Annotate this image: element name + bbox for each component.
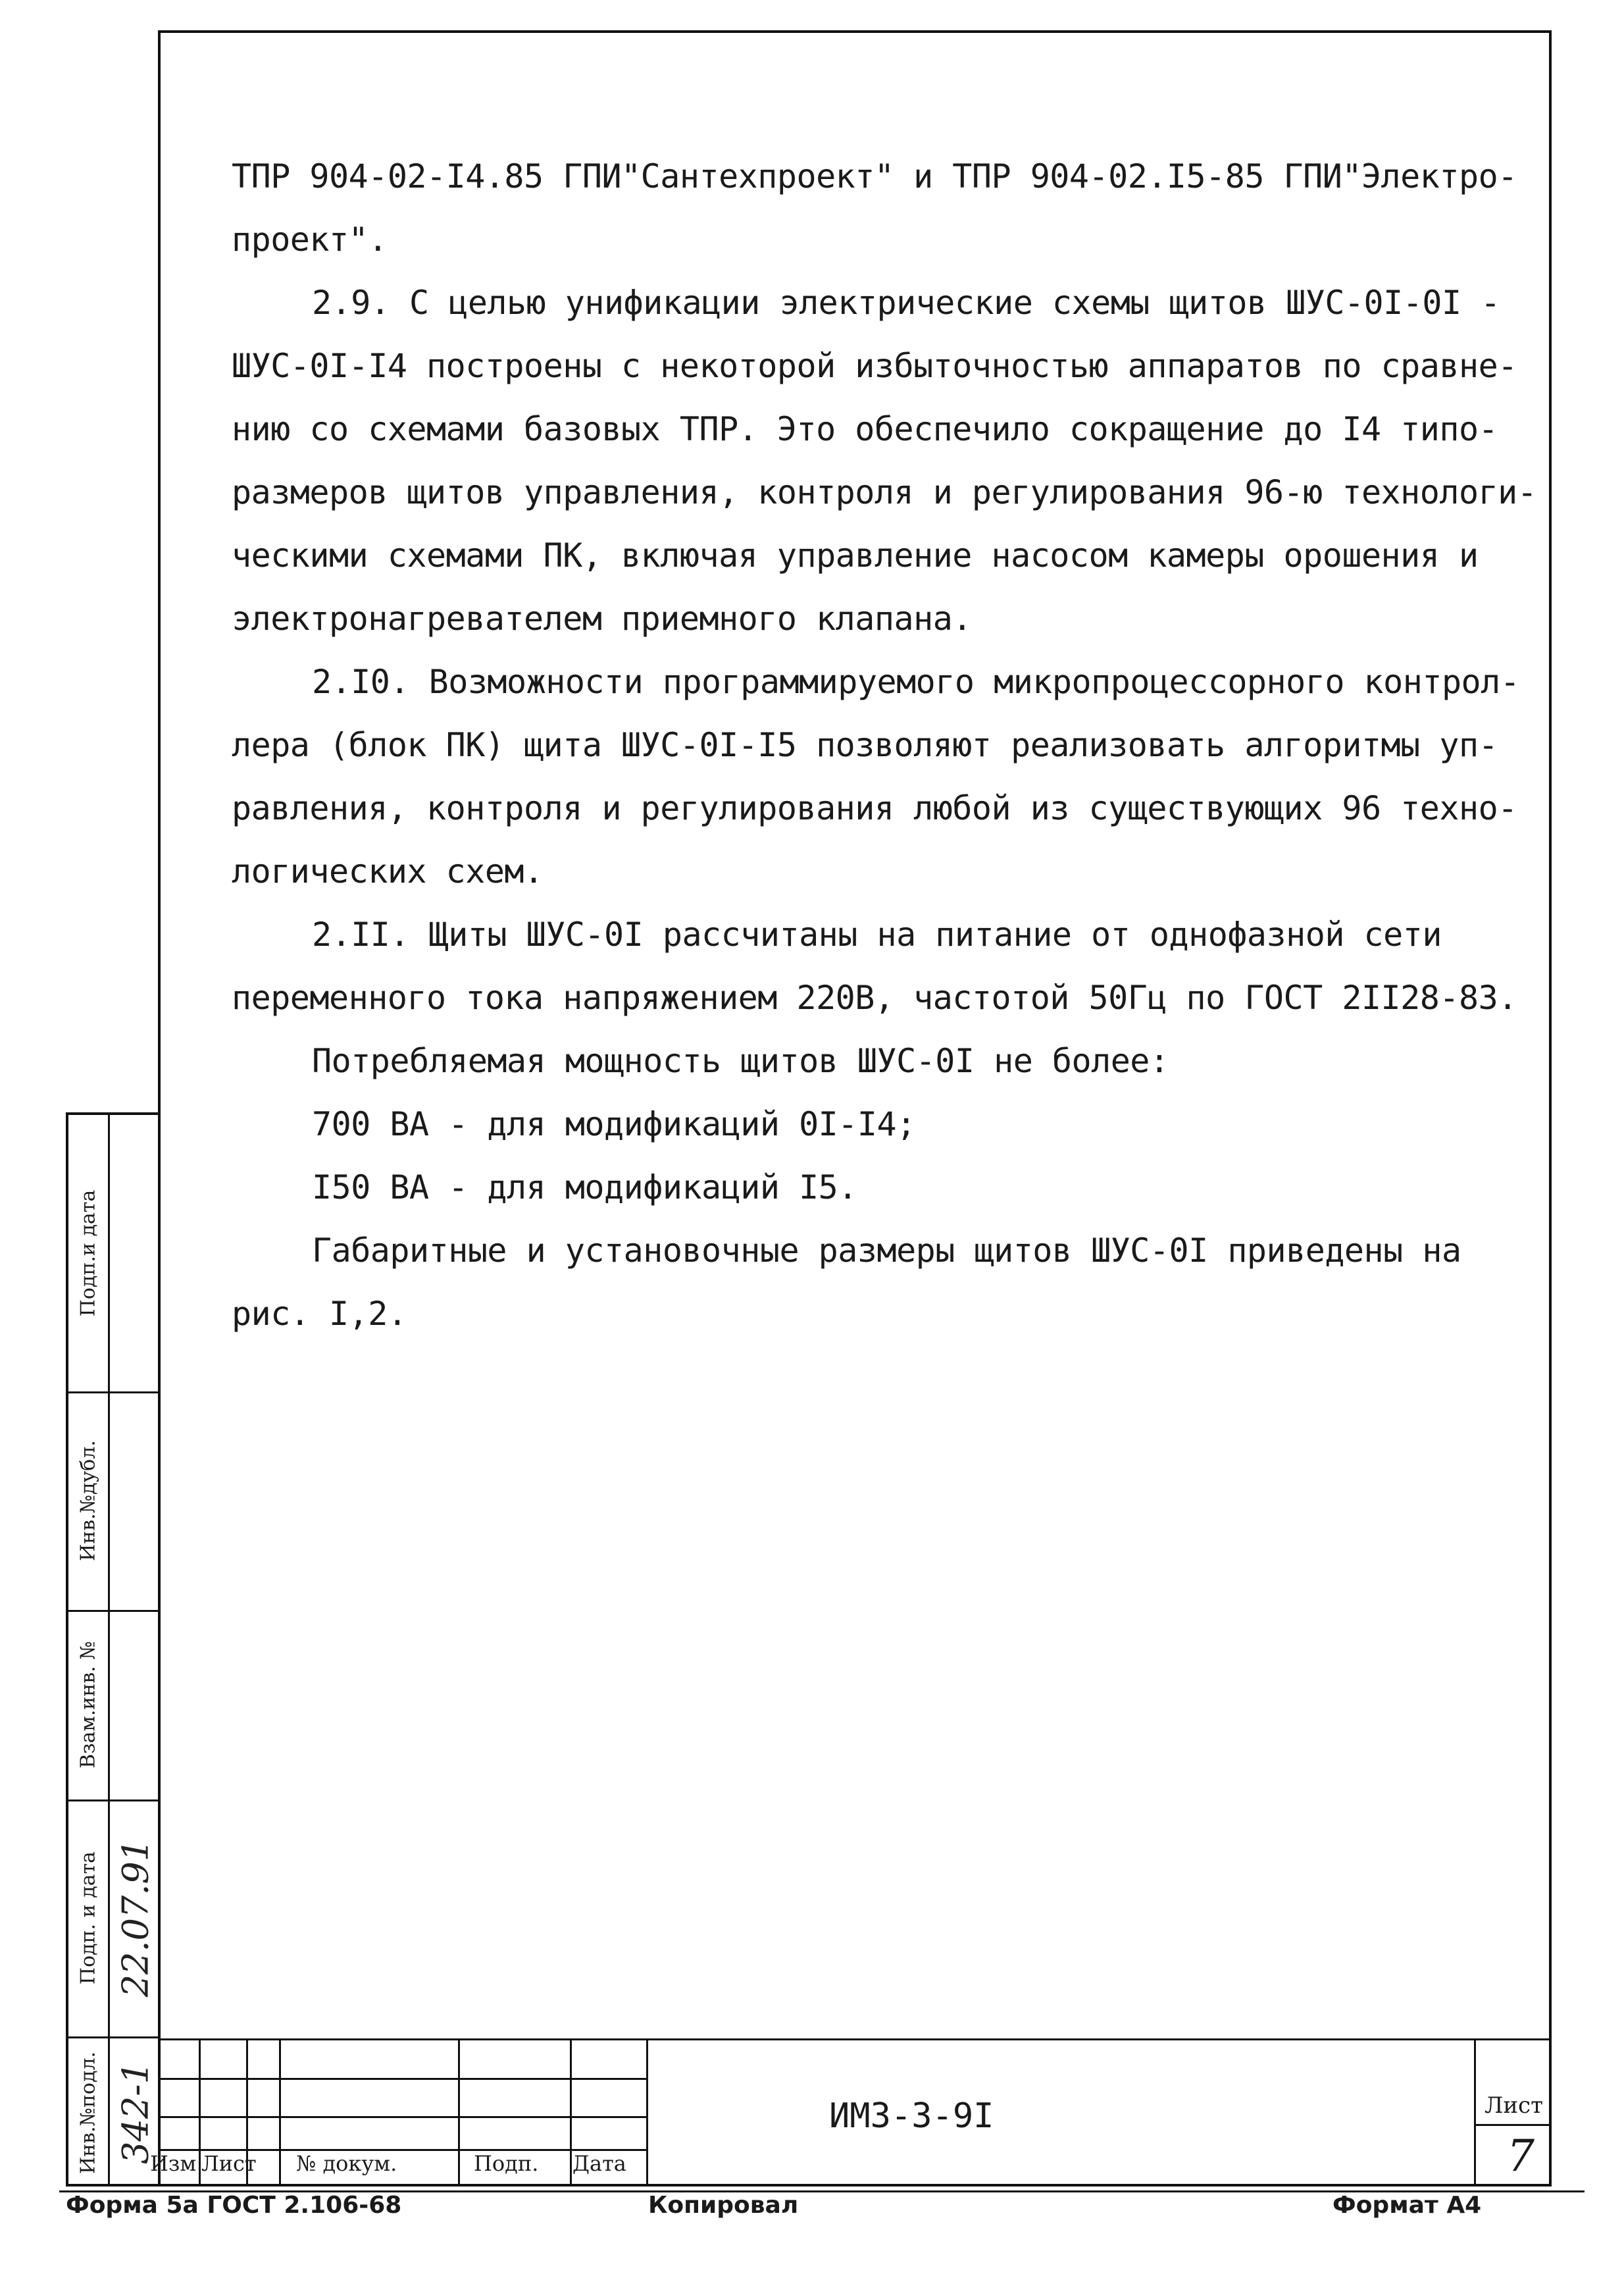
body-line: проект". <box>232 220 388 259</box>
label-inv-dup: Инв.№дубл. <box>76 1440 100 1561</box>
sheet-label: Лист <box>1484 2092 1543 2119</box>
label-replace-inv: Взам.инв. № <box>76 1641 100 1769</box>
strip-divider <box>68 1799 161 1801</box>
handwritten-date: 22.07.91 <box>114 1838 157 1998</box>
col-list: Лист <box>201 2151 257 2176</box>
strip-divider <box>68 2036 161 2038</box>
body-line: ШУС-0I-I4 построены с некоторой избыточностью аппаратов по сравне- <box>232 347 1517 385</box>
label-inv-orig: Инв.№подл. <box>76 2051 100 2175</box>
footer-copied: Копировал <box>648 2192 799 2219</box>
document-code: ИМЗ-3-9I <box>829 2096 994 2136</box>
body-line: переменного тока напряжением 220В, частотой 50Гц по ГОСТ 2II28-83. <box>232 979 1517 1017</box>
body-line: рис. I,2. <box>232 1295 407 1333</box>
body-line: ческими схемами ПК, включая управление насосом камеры орошения и <box>232 536 1479 575</box>
strip-divider <box>68 1391 161 1393</box>
col-izm: Изм <box>150 2151 197 2176</box>
body-line: нию со схемами базовых ТПР. Это обеспечило сокращение до I4 типо- <box>232 410 1498 448</box>
col-sign: Подп. <box>474 2151 539 2176</box>
body-line: 700 ВА - для модификаций 0I-I4; <box>312 1105 916 1143</box>
footer-form: Форма 5а ГОСТ 2.106-68 <box>66 2192 402 2219</box>
body-line: I50 ВА - для модификаций I5. <box>312 1168 857 1206</box>
sheet-number: 7 <box>1507 2131 1535 2181</box>
col-doc: № докум. <box>296 2151 397 2176</box>
body-line: логических схем. <box>232 852 544 891</box>
strip-divider <box>68 1610 161 1612</box>
body-line: ТПР 904-02-I4.85 ГПИ"Сантехпроект" и ТПР 904-02.I5-85 ГПИ"Электро- <box>232 157 1517 195</box>
col-date: Дата <box>572 2151 626 2176</box>
body-line: лера (блок ПК) щита ШУС-0I-I5 позволяют реализовать алгоритмы уп- <box>232 726 1498 764</box>
margin-strip <box>66 1112 161 2187</box>
body-line: Потребляемая мощность щитов ШУС-0I не более: <box>312 1042 1169 1080</box>
body-line: электронагревателем приемного клапана. <box>232 600 972 638</box>
document-body <box>232 145 1538 1345</box>
sheet-box <box>1474 2038 1552 2187</box>
body-line: 2.9. С целью унификации электрические схемы щитов ШУС-0I-0I - <box>312 284 1500 322</box>
body-line: Габаритные и установочные размеры щитов ШУС-0I приведены на <box>312 1231 1461 1270</box>
handwritten-inv-number: 342-1 <box>114 2061 157 2164</box>
body-line: равления, контроля и регулирования любой из существующих 96 техно- <box>232 789 1517 827</box>
footer-format: Формат А4 <box>1332 2192 1482 2219</box>
label-sign-date: Подп.и дата <box>76 1189 100 1317</box>
body-line: 2.II. Щиты ШУС-0I рассчитаны на питание от однофазной сети <box>312 916 1442 954</box>
strip-divider <box>108 1115 110 2184</box>
body-line: размеров щитов управления, контроля и регулирования 96-ю технологи- <box>232 473 1537 511</box>
body-line: 2.I0. Возможности программируемого микропроцессорного контрол- <box>312 663 1520 701</box>
label-sign-date-2: Подп. и дата <box>76 1851 100 1985</box>
